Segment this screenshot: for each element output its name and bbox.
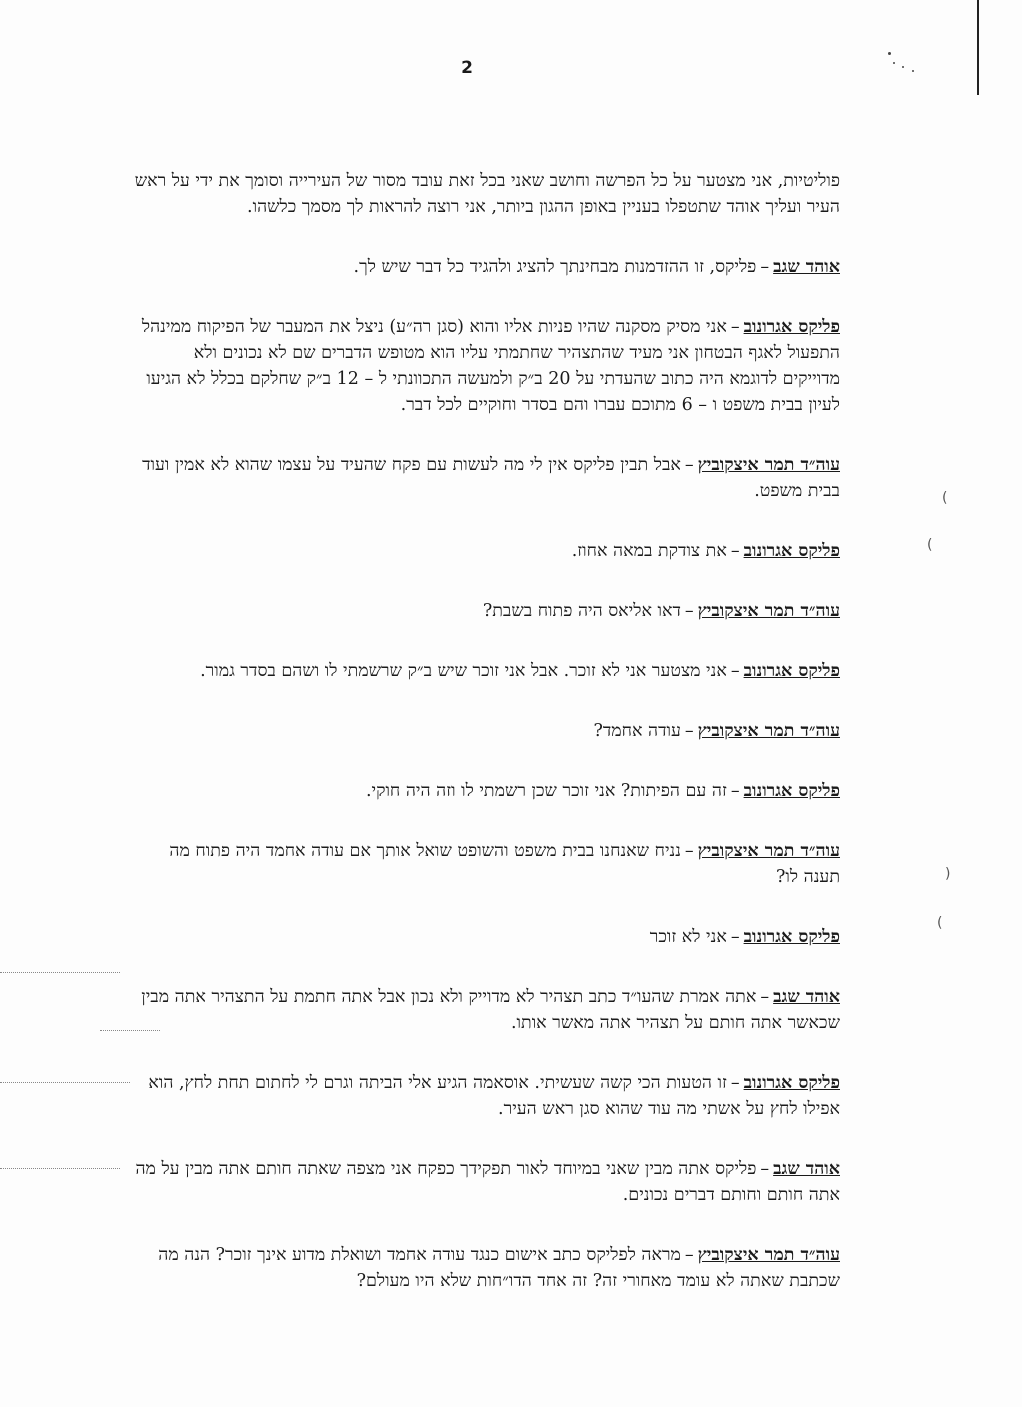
speaker-dash: – bbox=[730, 927, 740, 947]
transcript-paragraph bbox=[132, 598, 840, 624]
transcript-paragraph bbox=[132, 1156, 840, 1208]
transcript-paragraph bbox=[132, 1242, 840, 1294]
scan-noise-line bbox=[0, 1082, 130, 1084]
scan-noise-line bbox=[0, 1168, 120, 1170]
speaker-name: עוה״ד תמר איצקוביץ bbox=[697, 1245, 840, 1265]
scan-speck bbox=[902, 66, 904, 68]
speaker-name: עוה״ד תמר איצקוביץ bbox=[697, 721, 840, 741]
speaker-dash: – bbox=[684, 601, 694, 621]
paragraph-text: זה עם הפיתות? אני זוכר שכן רשמתי לו וזה היה חוקי. bbox=[365, 781, 727, 801]
paragraph-text: זו הטעות הכי קשה שעשיתי. אוסאמה הגיע אלי הביתה וגרם לי לחתום תחת לחץ, הוא אפילו לחץ על אשתי מה עוד שהוא סגן ראש העיר. bbox=[148, 1073, 840, 1119]
paragraph-text: אני מסיק מסקנה שהיו פניות אליו והוא (סגן רה״ע) ניצל את המעבר של הפיקוח ממינהל התפעול לאגף הבטחון אני מעיד שהתצהיר שחתמתי עליו הוא מטופש הדברים שם לא נכונים ולא מדוייקים לדוגמא היה כתוב שהעדתי על 20 ב״ק ולמעשה התכוונתי ל – 12 ב״ק שחלקם בכלל לא הגיעו לעיון בבית משפט ו – 6 מתוכם עברו והם בסדר וחוקיים לכל דבר. bbox=[141, 317, 840, 415]
speaker-name: פליקס אגרונוב bbox=[743, 1073, 840, 1093]
paragraph-text: אתה אמרת שהעו״ד כתב תצהיר לא מדוייק ולא נכון אבל אתה חתמת על התצהיר אתה מבין שכאשר אתה חותם על תצהיר אתה מאשר אותו. bbox=[141, 987, 840, 1033]
margin-bracket: ( bbox=[927, 537, 933, 553]
transcript-paragraph bbox=[132, 254, 840, 280]
transcript-paragraph bbox=[132, 314, 840, 418]
margin-bracket: ( bbox=[937, 915, 943, 931]
speaker-name: פליקס אגרונוב bbox=[743, 781, 840, 801]
paragraph-text: פליקס אתה מבין שאני במיוחד לאור תפקידך כפקח אני מצפה שאתה חותם אתה מבין על מה אתה חותם וחותם דברים נכונים. bbox=[135, 1159, 840, 1205]
paragraph-text: מראה לפליקס כתב אישום כנגד עודה אחמד ושואלת מדוע אינך זוכר? הנה מה שכתבת שאתה לא עומד מאחורי זה? זה אחד הדו״חות שלא היו מעולם? bbox=[158, 1245, 840, 1291]
speaker-name: פליקס אגרונוב bbox=[743, 317, 840, 337]
transcript-paragraph bbox=[132, 778, 840, 804]
transcript-paragraph bbox=[132, 452, 840, 504]
paragraph-text: אני לא זוכר bbox=[649, 927, 727, 947]
speaker-dash: – bbox=[684, 1245, 694, 1265]
speaker-dash: – bbox=[730, 781, 740, 801]
paragraph-text: דאו אליאס היה פתוח בשבת? bbox=[482, 601, 681, 621]
speaker-name: אוהד שגב bbox=[773, 987, 840, 1007]
paragraph-text: פליקס, זו ההזדמנות מבחינתך להציג ולהגיד כל דבר שיש לך. bbox=[353, 257, 757, 277]
speaker-dash: – bbox=[730, 317, 740, 337]
speaker-dash: – bbox=[760, 257, 770, 277]
speaker-dash: – bbox=[730, 661, 740, 681]
speaker-dash: – bbox=[760, 987, 770, 1007]
transcript-paragraph bbox=[132, 658, 840, 684]
speaker-name: פליקס אגרונוב bbox=[743, 927, 840, 947]
paragraph-text: את צודקת במאה אחוז. bbox=[571, 541, 727, 561]
transcript-paragraph bbox=[132, 924, 840, 950]
speaker-name: עוה״ד תמר איצקוביץ bbox=[697, 455, 840, 475]
scan-noise-line bbox=[0, 972, 120, 974]
speaker-dash: – bbox=[760, 1159, 770, 1179]
paragraph-text: אני מצטער אני לא זוכר. אבל אני זוכר שיש ב״ק שרשמתי לו ושהם בסדר גמור. bbox=[200, 661, 727, 681]
speaker-name: פליקס אגרונוב bbox=[743, 661, 840, 681]
page-number: 2 bbox=[461, 58, 473, 78]
transcript-paragraph bbox=[132, 838, 840, 890]
speaker-name: עוה״ד תמר איצקוביץ bbox=[697, 841, 840, 861]
transcript-paragraph bbox=[132, 538, 840, 564]
scan-speck bbox=[888, 52, 891, 55]
speaker-dash: – bbox=[684, 841, 694, 861]
speaker-name: אוהד שגב bbox=[773, 1159, 840, 1179]
margin-bracket: ) bbox=[945, 866, 951, 882]
speaker-dash: – bbox=[730, 541, 740, 561]
paragraph-text: פוליטיות, אני מצטער על כל הפרשה וחושב שאני בכל זאת עובד מסור של העירייה וסומך את ידי על ראש העיר ועליך אוהד שתטפלו בעניין באופן ההגון ביותר, אני רוצה להראות לך מסמך כלשהו. bbox=[134, 171, 840, 217]
margin-rule bbox=[977, 0, 979, 95]
speaker-name: אוהד שגב bbox=[773, 257, 840, 277]
speaker-dash: – bbox=[730, 1073, 740, 1093]
speaker-name: פליקס אגרונוב bbox=[743, 541, 840, 561]
speaker-dash: – bbox=[684, 455, 694, 475]
transcript-paragraph bbox=[132, 168, 840, 220]
speaker-dash: – bbox=[684, 721, 694, 741]
transcript-paragraph bbox=[132, 718, 840, 744]
scan-speck bbox=[912, 70, 914, 72]
paragraph-text: עודה אחמד? bbox=[593, 721, 681, 741]
transcript-paragraph bbox=[132, 1070, 840, 1122]
paragraph-text: אבל תבין פליקס אין לי מה לעשות עם פקח שהעיד על עצמו שהוא לא אמין ועוד בבית משפט. bbox=[142, 455, 840, 501]
scan-speck bbox=[893, 62, 895, 64]
margin-bracket: ( bbox=[942, 490, 948, 506]
speaker-name: עוה״ד תמר איצקוביץ bbox=[697, 601, 840, 621]
transcript-body bbox=[132, 168, 840, 1294]
paragraph-text: נניח שאנחנו בבית משפט והשופט שואל אותך אם עודה אחמד היה פתוח מה תענה לו? bbox=[169, 841, 840, 887]
transcript-paragraph bbox=[132, 984, 840, 1036]
